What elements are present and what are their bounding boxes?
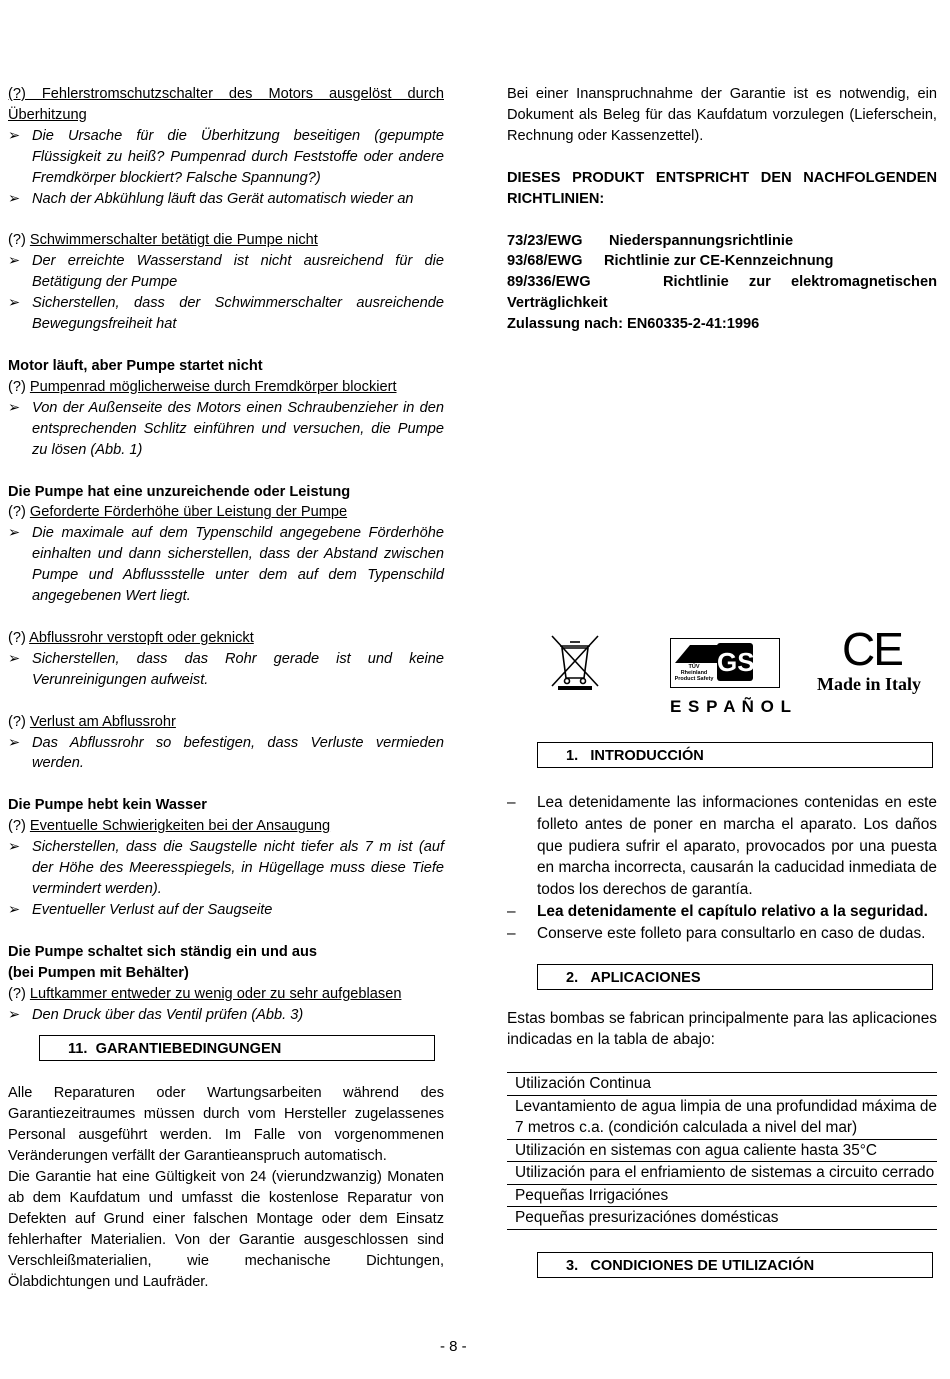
right-column (507, 84, 937, 335)
arrow-bullet-icon: ➢ (8, 295, 21, 312)
page-number: - 8 - (440, 1338, 467, 1355)
paragraph: Estas bombas se fabrican principalmente para las aplicaciones indicadas en la tabla de abajo: (507, 1009, 937, 1049)
section-title-box: 1. INTRODUCCIÓN (537, 742, 933, 768)
section-subheading: Die Pumpe hat eine unzureichende oder Leistung (8, 483, 351, 500)
bullet-item: ➢ Von der Außenseite des Motors einen Schraubenzieher in den entsprechenden Schlitz einführen und versuchen, die Pumpe zu lösen (Abb. 1) (8, 399, 444, 458)
tuv-text: Rheinland (680, 670, 708, 676)
section-subheading: Motor läuft, aber Pumpe startet nicht (8, 357, 263, 374)
section-subheading: (bei Pumpen mit Behälter) (8, 964, 189, 981)
problem-heading: (?) Pumpenrad möglicherweise durch Fremdkörper blockiert (8, 378, 397, 395)
arrow-bullet-icon: ➢ (8, 901, 21, 918)
bullet-item: ➢ Sicherstellen, dass das Rohr gerade ist und keine Verunreinigungen aufweist. (8, 650, 444, 688)
tuv-text: TÜV (688, 664, 700, 670)
problem-heading: (?) Geforderte Förderhöhe über Leistung der Pumpe (8, 504, 348, 521)
ce-mark: CE (842, 623, 902, 675)
table-row: Utilización en sistemas con agua caliente hasta 35°C (507, 1139, 937, 1162)
bullet-item: ➢ Nach der Abkühlung läuft das Gerät automatisch wieder an (8, 189, 444, 210)
bullet-item: ➢ Den Druck über das Ventil prüfen (Abb. 3) (8, 1005, 444, 1026)
arrow-bullet-icon: ➢ (8, 127, 21, 144)
table-row: Pequeñas presurizaciónes domésticas (507, 1206, 937, 1230)
bullet-item: ➢ Sicherstellen, dass die Saugstelle nicht tiefer als 7 m ist (auf der Höhe des Meeresspiegels, in Hügellage muss diese Tiefe vermindert werden). (8, 839, 444, 897)
list-item: – Conserve este folleto para consultarlo en caso de dudas. (507, 924, 926, 942)
bullet-item: ➢ Das Abflussrohr so befestigen, dass Verluste vermieden werden. (8, 734, 444, 772)
gs-mark: GS (717, 643, 753, 681)
table-row: Utilización para el enfriamiento de sistemas a circuito cerrado (507, 1161, 937, 1184)
arrow-bullet-icon: ➢ (8, 253, 21, 270)
section-subheading: Die Pumpe hebt kein Wasser (8, 797, 207, 814)
directive-line: Zulassung nach: EN60335-2-41:1996 (507, 316, 760, 333)
problem-heading: (?) Schwimmerschalter betätigt die Pumpe nicht (8, 232, 318, 249)
weee-bin-icon (548, 634, 602, 690)
section-subheading: Die Pumpe schaltet sich ständig ein und aus (8, 943, 317, 960)
table-row: Pequeñas Irrigaciónes (507, 1184, 937, 1207)
problem-heading: (?) Abflussrohr verstopft oder geknickt (8, 629, 254, 646)
paragraph: Bei einer Inanspruchnahme der Garantie ist es notwendig, ein Dokument als Beleg für das Kaufdatum vorzulegen (Lieferschein, Rechnung oder Kassenzettel). (507, 86, 937, 144)
made-in-italy-text: Made in Italy (817, 674, 922, 694)
arrow-bullet-icon: ➢ (8, 734, 21, 751)
paragraph: Alle Reparaturen oder Wartungsarbeiten während des Garantiezeitraumes müssen durch vom Hersteller zugelassenes Personal ausgeführt werden. Im Falle von vorgenommenen Veränderungen verfällt der Garantieanspruch automatisch. (8, 1085, 444, 1165)
arrow-bullet-icon: ➢ (8, 190, 21, 207)
problem-heading: (?) Fehlerstromschutzschalter des Motors ausgelöst durch Überhitzung (8, 86, 444, 123)
list-item: – Lea detenidamente las informaciones contenidas en este folleto antes de poner en marcha el aparato. Los daños que pudiera sufrir el aparato, provocados por una puesta en marcha incorrecta, causarán la caducidad inmediata de todos los derechos de garantía. (507, 794, 937, 899)
directive-line: 93/68/EWG Richtlinie zur CE-Kennzeichnung (507, 253, 834, 270)
bullet-item: ➢ Sicherstellen, dass der Schwimmerschalter ausreichende Bewegungsfreiheit hat (8, 295, 444, 333)
tuv-text: Product Safety (674, 676, 714, 682)
section-title-box: 2. APLICACIONES (537, 964, 933, 990)
language-heading: E S P A Ñ O L (670, 697, 792, 716)
directive-line: 73/23/EWG Niederspannungsrichtlinie (507, 232, 794, 249)
section-title-box: 3. CONDICIONES DE UTILIZACIÓN (537, 1252, 933, 1278)
spanish-section (507, 742, 937, 1278)
directives-heading: DIESES PRODUKT ENTSPRICHT DEN NACHFOLGENDEN RICHTLINIEN: (507, 169, 937, 207)
gs-certification-logo (670, 638, 780, 688)
table-row: Levantamiento de agua limpia de una profundidad máxima de 7 metros c.a. (condición calculada a nivel del mar) (507, 1095, 937, 1139)
arrow-bullet-icon: ➢ (8, 650, 21, 667)
list-item: – Lea detenidamente el capítulo relativo a la seguridad. (507, 902, 928, 920)
bullet-item: ➢ Die maximale auf dem Typenschild angegebene Förderhöhe einhalten und dann sicherstellen, dass der Abstand zwischen Pumpe und Abflussstelle unter dem auf dem Typenschild angegebenen Wert liegt. (8, 525, 444, 605)
table-row: Utilización Continua (507, 1072, 937, 1095)
bullet-item: ➢ Der erreichte Wasserstand ist nicht ausreichend für die Betätigung der Pumpe (8, 253, 444, 291)
section-title-box: 11. GARANTIEBEDINGUNGEN (39, 1035, 435, 1061)
arrow-bullet-icon: ➢ (8, 1006, 21, 1023)
bullet-item: ➢ Eventueller Verlust auf der Saugseite (8, 900, 444, 921)
arrow-bullet-icon: ➢ (8, 525, 21, 542)
problem-heading: (?) Verlust am Abflussrohr (8, 713, 176, 730)
paragraph: Die Garantie hat eine Gültigkeit von 24 (vierundzwanzig) Monaten ab dem Kaufdatum und umfasst die kostenlose Reparatur von Defekten auf Grund einer falschen Montage oder dem Einsatz fehlerhafter Materialien. Von der Garantie ausgeschlossen sind Verschleißmaterialien, wie mechanische Dichtungen, Ölabdichtungen und Laufräder. (8, 1169, 444, 1290)
problem-heading: (?) Eventuelle Schwierigkeiten bei der Ansaugung (8, 818, 331, 835)
problem-heading: (?) Luftkammer entweder zu wenig oder zu sehr aufgeblasen (8, 985, 402, 1002)
applications-table (507, 1072, 937, 1230)
left-column (8, 84, 444, 1293)
bullet-item: ➢ Die Ursache für die Überhitzung beseitigen (gepumpte Flüssigkeit zu heiß? Pumpenrad durch Feststoffe oder andere Fremdkörper blockiert? Falsche Spannung?) (8, 127, 444, 186)
directive-line: 89/336/EWG Richtlinie zur elektromagnetischen Verträglichkeit (507, 274, 937, 312)
arrow-bullet-icon: ➢ (8, 399, 21, 416)
arrow-bullet-icon: ➢ (8, 839, 21, 856)
